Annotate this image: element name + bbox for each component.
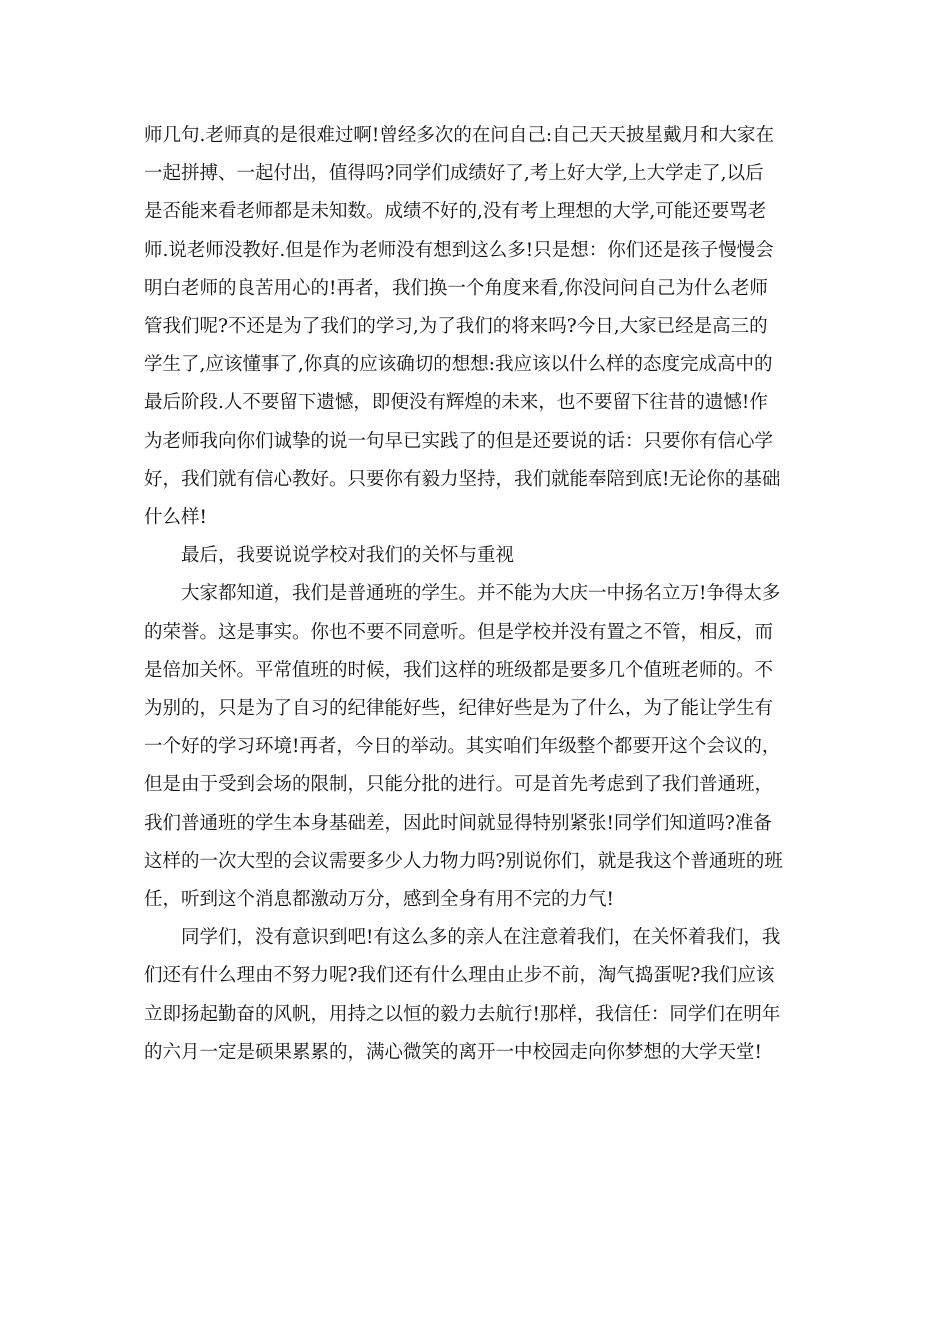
text-line: 明白老师的良苦用心的!再者，我们换一个角度来看,你没问问自己为什么老师 [144, 277, 768, 299]
paragraph-2-heading [144, 537, 812, 575]
text-line: 管我们呢?不还是为了我们的学习,为了我们的将来吗?今日,大家已经是高三的 [144, 316, 768, 338]
text-line: 任，听到这个消息都激动万分，感到全身有用不完的力气! [144, 889, 614, 911]
text-line: 大家都知道，我们是普通班的学生。并不能为大庆一中扬名立万!争得太多 [181, 583, 781, 605]
text-line: 师几句.老师真的是很难过啊!曾经多次的在问自己:自己天天披星戴月和大家在 [144, 125, 775, 146]
document-body [144, 117, 812, 1072]
paragraph-3 [144, 575, 812, 919]
text-line: 好，我们就有信心教好。只要你有毅力坚持，我们就能奉陪到底!无论你的基础 [144, 468, 781, 490]
paragraph-4 [144, 919, 812, 1072]
text-line: 最后阶段.人不要留下遗憾，即便没有辉煌的未来，也不要留下往昔的遗憾!作 [144, 392, 768, 414]
paragraph-1 [144, 117, 812, 537]
text-line: 是否能来看老师都是未知数。成绩不好的,没有考上理想的大学,可能还要骂老 [144, 201, 767, 223]
text-line: 是倍加关怀。平常值班的时候，我们这样的班级都是要多几个值班老师的。不 [144, 659, 774, 681]
text-line: 为老师我向你们诚挚的说一句早已实践了的但是还要说的话：只要你有信心学 [144, 430, 774, 452]
text-line: 但是由于受到会场的限制，只能分批的进行。可是首先考虑到了我们普通班， [144, 774, 774, 796]
text-line: 最后，我要说说学校对我们的关怀与重视 [181, 545, 515, 567]
text-line: 什么样! [144, 507, 207, 529]
text-line: 们还有什么理由不努力呢?我们还有什么理由止步不前，淘气捣蛋呢?我们应该 [144, 965, 775, 987]
text-line: 师.说老师没教好.但是作为老师没有想到这么多!只是想：你们还是孩子慢慢会 [144, 239, 774, 261]
text-line: 为别的，只是为了自习的纪律能好些，纪律好些是为了什么，为了能让学生有 [144, 698, 774, 720]
text-line: 我们普通班的学生本身基础差，因此时间就显得特别紧张!同学们知道吗?准备 [144, 812, 772, 834]
text-line: 的荣誉。这是事实。你也不要不同意听。但是学校并没有置之不管，相反，而 [144, 621, 774, 643]
text-line: 同学们，没有意识到吧!有这么多的亲人在注意着我们，在关怀着我们，我 [181, 927, 781, 949]
text-line: 这样的一次大型的会议需要多少人力物力吗?别说你们，就是我这个普通班的班 [144, 850, 783, 872]
text-line: 立即扬起勤奋的风帆，用持之以恒的毅力去航行!那样，我信任：同学们在明年 [144, 1003, 781, 1025]
text-line: 的六月一定是硕果累累的，满心微笑的离开一中校园走向你梦想的大学天堂! [144, 1041, 762, 1063]
text-line: 学生了,应该懂事了,你真的应该确切的想想:我应该以什么样的态度完成高中的 [144, 354, 773, 376]
text-line: 一起拼搏、一起付出，值得吗?同学们成绩好了,考上好大学,上大学走了,以后 [144, 163, 764, 185]
text-line: 一个好的学习环境!再者，今日的举动。其实咱们年级整个都要开这个会议的， [144, 736, 781, 758]
